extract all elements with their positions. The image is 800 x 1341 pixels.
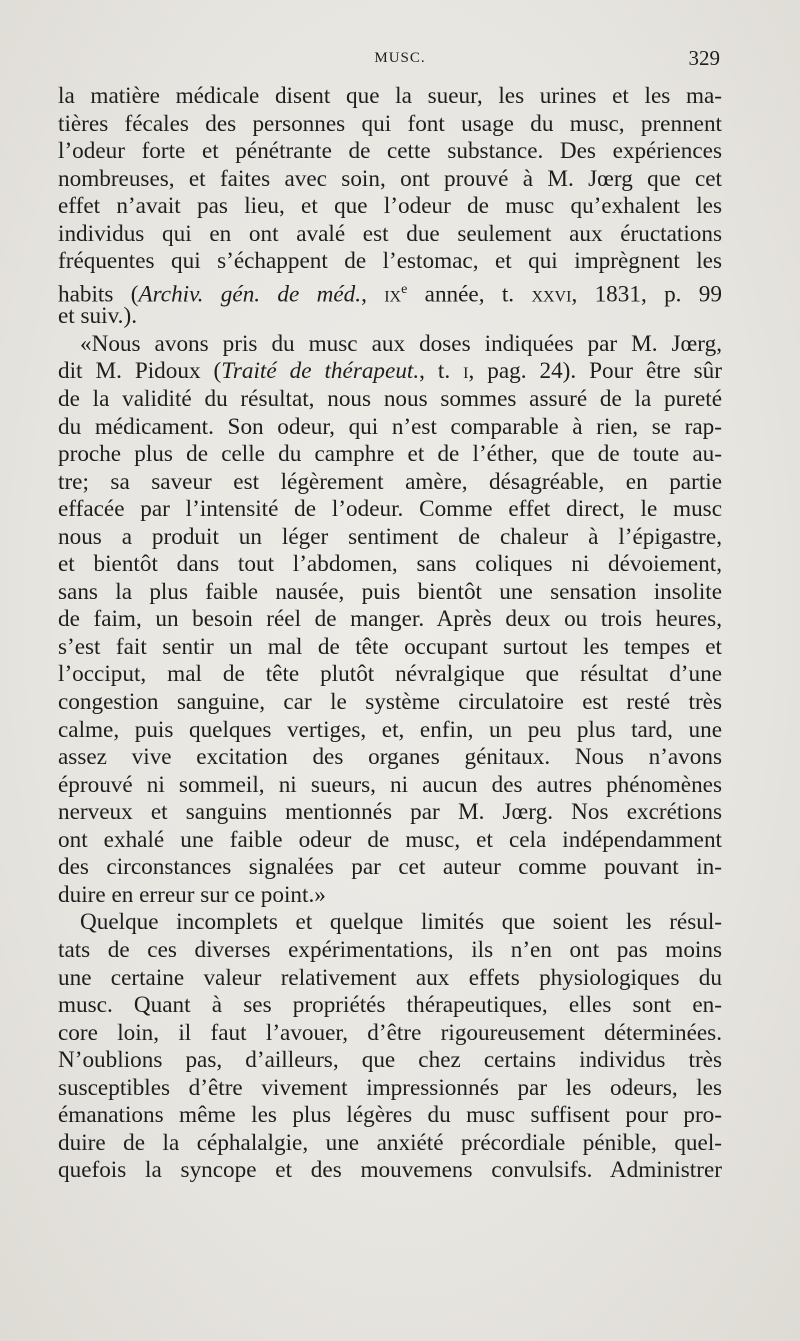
text-line: des circonstances signalées par cet auteur comme pouvant in-	[58, 854, 722, 881]
text-line: une certaine valeur relativement aux effets physiologiques du	[58, 964, 722, 991]
text-line: individus qui en ont avalé est due seulement aux éructations	[58, 220, 722, 247]
text-fragment: dit M. Pidoux (	[58, 358, 222, 385]
text-line: core loin, il faut l’avouer, d’être rigoureusement déterminées.	[58, 1019, 722, 1046]
text-line: Quelque incomplets et quelque limités que soient les résul-	[80, 909, 722, 936]
text-line: de la validité du résultat, nous nous sommes assuré de la pureté	[58, 386, 722, 413]
text-line: calme, puis quelques vertiges, et, enfin, un peu plus tard, une	[58, 716, 722, 743]
text-line: proche plus de celle du camphre et de l’éther, que de toute au-	[58, 441, 722, 468]
text-line: l’odeur forte et pénétrante de cette substance. Des expériences	[58, 138, 722, 165]
text-line: duire de la céphalalgie, une anxiété précordiale pénible, quel-	[58, 1129, 722, 1156]
text-line: tre; sa saveur est légèrement amère, désagréable, en partie	[58, 468, 722, 495]
roman-numeral: ix	[384, 281, 402, 308]
text-line: l’occiput, mal de tête plutôt névralgique que résultat d’une	[58, 661, 722, 688]
body-text	[58, 83, 722, 1185]
journal-title: Archiv. gén. de méd.	[138, 281, 362, 308]
text-fragment: , t.	[419, 358, 464, 385]
text-line: et suiv.).	[58, 303, 137, 330]
text-line-citation	[58, 276, 722, 308]
text-line: nombreuses, et faites avec soin, ont prouvé à M. Jœrg que cet	[58, 165, 722, 192]
text-line: sans la plus faible nausée, puis bientôt une sensation insolite	[58, 578, 722, 605]
text-fragment: habits (	[58, 281, 139, 308]
text-line: la matière médicale disent que la sueur, les urines et les ma-	[58, 83, 722, 109]
text-line: de faim, un besoin réel de manger. Après deux ou trois heures,	[58, 606, 722, 633]
superscript: e	[401, 281, 408, 297]
text-line: du médicament. Son odeur, qui n’est comparable à rien, se rap-	[58, 413, 722, 440]
text-line: éprouvé ni sommeil, ni sueurs, ni aucun des autres phénomènes	[58, 771, 722, 798]
running-head	[0, 46, 800, 74]
text-fragment: année, t.	[407, 281, 532, 308]
page-number: 329	[688, 46, 720, 70]
text-line-citation	[58, 358, 722, 386]
text-fragment: , 1831, p. 99	[571, 281, 722, 308]
running-title: MUSC.	[374, 50, 426, 66]
text-line: s’est fait sentir un mal de tête occupant surtout les tempes et	[58, 633, 722, 660]
text-line: N’oublions pas, d’ailleurs, que chez certains individus très	[58, 1047, 722, 1074]
text-line: duire en erreur sur ce point.»	[58, 881, 326, 908]
text-line: effet n’avait pas lieu, et que l’odeur de musc qu’exhalent les	[58, 193, 722, 220]
text-line: émanations même les plus légères du musc suffisent pour pro-	[58, 1102, 722, 1129]
roman-numeral: xxvi	[531, 281, 572, 308]
text-fragment: ,	[361, 281, 385, 308]
text-line: nous a produit un léger sentiment de chaleur à l’épigastre,	[58, 523, 722, 550]
book-title: Traité de thérapeut.	[221, 358, 420, 385]
text-line: et bientôt dans tout l’abdomen, sans coliques ni dévoiement,	[58, 551, 722, 578]
text-line: tières fécales des personnes qui font usage du musc, prennent	[58, 110, 722, 137]
text-line: nerveux et sanguins mentionnés par M. Jœrg. Nos excrétions	[58, 799, 722, 826]
text-line: ont exhalé une faible odeur de musc, et cela indépendamment	[58, 826, 722, 853]
text-fragment: , pag. 24). Pour être sûr	[468, 358, 722, 385]
text-line: quefois la syncope et des mouvemens convulsifs. Administrer	[58, 1157, 722, 1184]
text-line: musc. Quant à ses propriétés thérapeutiques, elles sont en-	[58, 992, 722, 1019]
text-line: assez vive excitation des organes génitaux. Nous n’avons	[58, 744, 722, 771]
text-line: tats de ces diverses expérimentations, ils n’en ont pas moins	[58, 936, 722, 963]
text-line: «Nous avons pris du musc aux doses indiquées par M. Jœrg,	[80, 330, 722, 357]
text-line: effacée par l’intensité de l’odeur. Comme effet direct, le musc	[58, 496, 722, 523]
roman-numeral: i	[463, 358, 469, 385]
text-line: fréquentes qui s’échappent de l’estomac, et qui imprègnent les	[58, 248, 722, 275]
text-line: congestion sanguine, car le système circulatoire est resté très	[58, 689, 722, 716]
text-line: susceptibles d’être vivement impressionnés par les odeurs, les	[58, 1074, 722, 1101]
